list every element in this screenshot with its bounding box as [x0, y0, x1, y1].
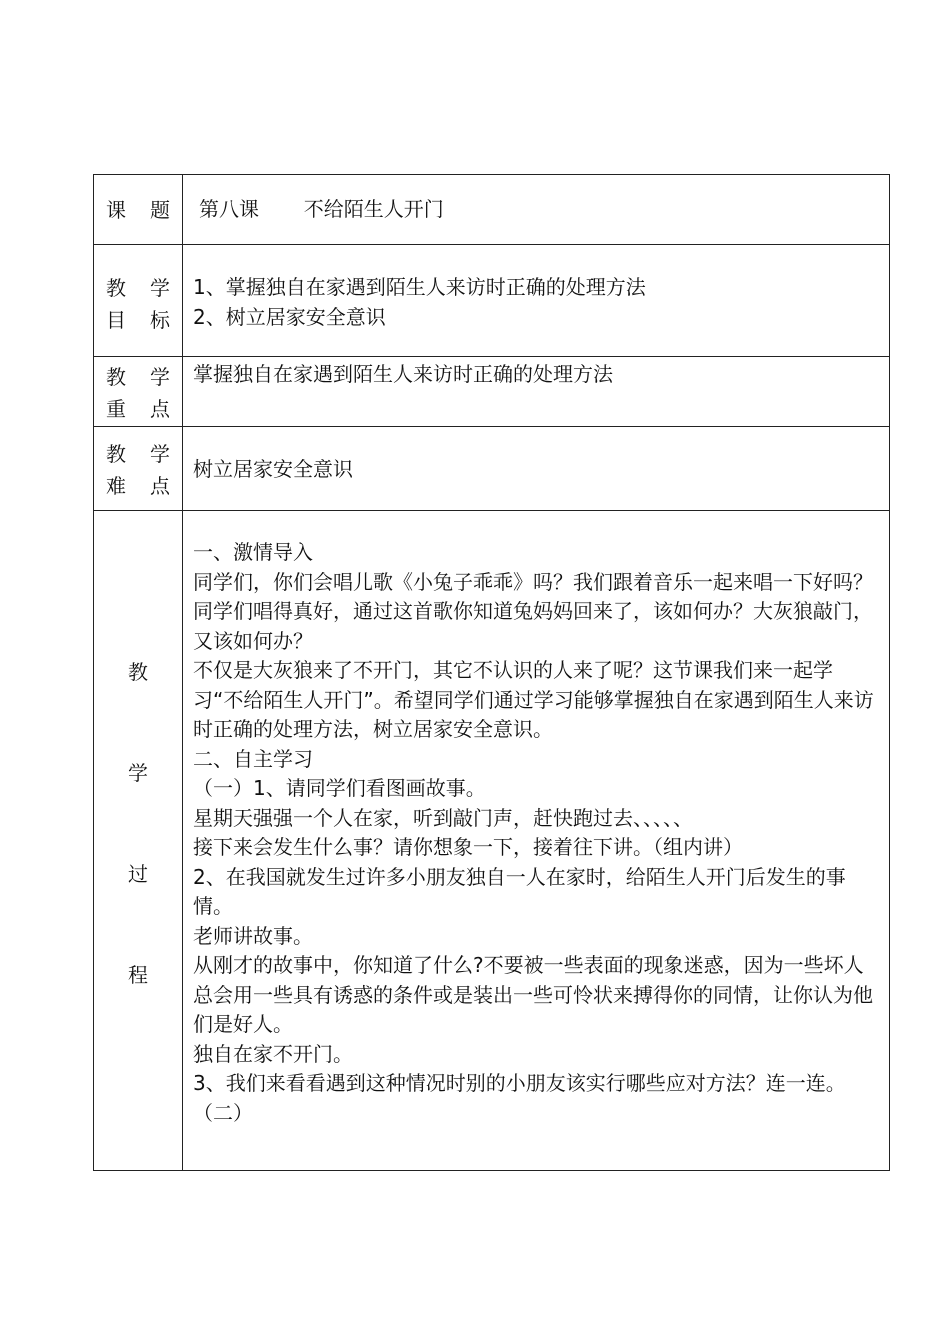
process-paragraph: 一、激情导入 [193, 540, 313, 564]
process-paragraph: 老师讲故事。 [193, 923, 313, 948]
label-char: 难 [106, 474, 126, 498]
topic-content [183, 195, 889, 225]
goals-content [183, 273, 889, 332]
label-char: 课 [106, 198, 126, 222]
topic-label-cell [94, 175, 183, 245]
topic-content-cell [183, 175, 890, 245]
label-char: 标 [150, 308, 170, 332]
goals-label [94, 273, 182, 335]
process-paragraph: 2、在我国就发生过许多小朋友独自一人在家时，给陌生人开门后发生的事情。 [193, 864, 846, 918]
label-char: 程 [128, 963, 148, 987]
label-char: 学 [150, 442, 170, 466]
label-char: 过 [128, 862, 148, 886]
process-content [183, 538, 889, 1128]
process-paragraph: 同学们，你们会唱儿歌《小兔子乖乖》吗？我们跟着音乐一起来唱一下好吗？ [193, 569, 873, 594]
key-points-label-cell [94, 357, 183, 427]
label-char: 点 [150, 397, 170, 421]
goal-item: 1、掌握独自在家遇到陌生人来访时正确的处理方法 [193, 275, 646, 299]
label-char: 题 [150, 198, 170, 222]
label-char: 教 [106, 442, 126, 466]
label-char: 教 [106, 276, 126, 300]
process-label-cell [94, 511, 183, 1171]
difficulties-row [94, 427, 890, 511]
process-paragraph: 同学们唱得真好，通过这首歌你知道兔妈妈回来了，该如何办？大灰狼敲门，又该如何办？ [193, 599, 873, 653]
label-char: 学 [150, 276, 170, 300]
process-row [94, 511, 890, 1171]
label-char: 学 [150, 365, 170, 389]
process-paragraph: 接下来会发生什么事？请你想象一下，接着往下讲。（组内讲） [193, 835, 743, 859]
lesson-number: 第八课 [199, 197, 259, 221]
goals-content-cell [183, 245, 890, 357]
process-paragraph: 二、自主学习 [193, 746, 313, 771]
process-label [94, 657, 182, 1061]
topic-row [94, 175, 890, 245]
goals-row [94, 245, 890, 357]
difficulties-text: 树立居家安全意识 [193, 457, 353, 481]
process-paragraph: 3、我们来看看遇到这种情况时别的小朋友该实行哪些应对方法？连一连。 [193, 1071, 846, 1095]
key-points-label [94, 362, 182, 424]
key-points-content-cell [183, 357, 890, 427]
difficulties-label [94, 439, 182, 501]
process-paragraph: （二） [193, 1100, 253, 1125]
difficulties-label-cell [94, 427, 183, 511]
goal-item: 2、树立居家安全意识 [193, 304, 386, 329]
process-paragraph: 从刚才的故事中，你知道了什么?不要被一些表面的现象迷惑，因为一些坏人总会用一些具有诱惑的条件或是装出一些可怜状来搏得你的同情，让你认为他们是好人。 [193, 953, 873, 1036]
key-points-text: 掌握独自在家遇到陌生人来访时正确的处理方法 [193, 362, 613, 386]
label-char: 学 [128, 761, 148, 785]
label-char: 教 [128, 660, 148, 684]
topic-label [94, 195, 182, 225]
process-content-cell [183, 511, 890, 1171]
goals-label-cell [94, 245, 183, 357]
lesson-title: 不给陌生人开门 [303, 197, 444, 221]
lesson-plan-table [93, 174, 890, 1171]
key-points-row [94, 357, 890, 427]
label-char: 点 [150, 474, 170, 498]
label-char: 教 [106, 365, 126, 389]
process-paragraph: 独自在家不开门。 [193, 1041, 353, 1066]
process-paragraph: 不仅是大灰狼来了不开门，其它不认识的人来了呢？这节课我们来一起学习“不给陌生人开门”。希望同学们通过学习能够掌握独自在家遇到陌生人来访时正确的处理方法，树立居家安全意识。 [193, 658, 874, 741]
process-paragraph: （一）1、请同学们看图画故事。 [193, 776, 486, 800]
difficulties-content-cell [183, 427, 890, 511]
process-paragraph: 星期天强强一个人在家，听到敲门声，赶快跑过去、、、、、 [193, 805, 693, 830]
label-char: 目 [106, 308, 126, 332]
label-char: 重 [106, 397, 126, 421]
